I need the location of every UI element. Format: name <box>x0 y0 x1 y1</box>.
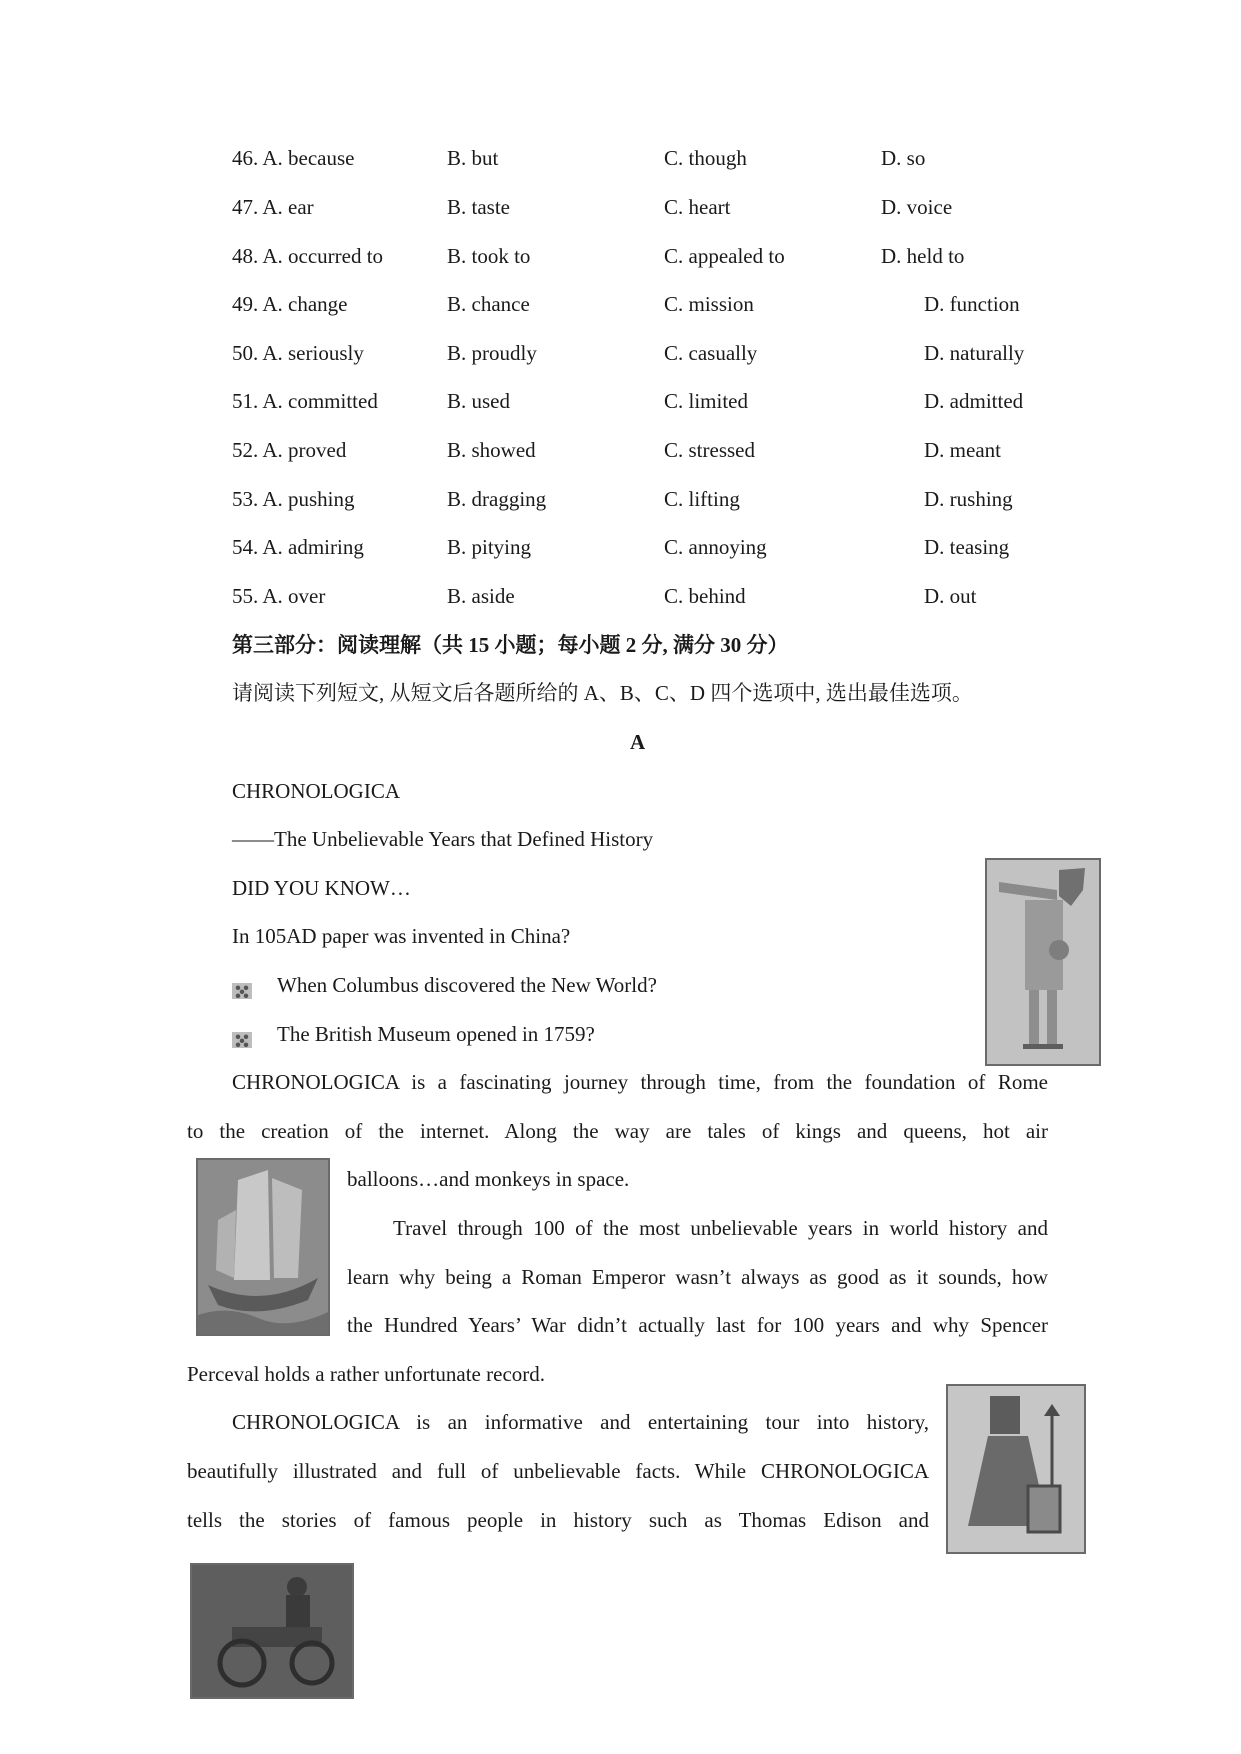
option-b: B. dragging <box>447 487 547 511</box>
option-row-52 <box>0 437 1241 463</box>
fact-item: In 105AD paper was invented in China? <box>232 924 571 948</box>
section-instruction: 请阅读下列短文, 从短文后各题所给的 A、B、C、D 四个选项中, 选出最佳选项。 <box>232 681 973 705</box>
sailing-ship-illustration <box>196 1158 330 1336</box>
option-c: C. though <box>664 146 747 170</box>
option-c: C. appealed to <box>664 244 785 268</box>
option-b: B. but <box>447 146 499 170</box>
passage-title: CHRONOLOGICA <box>232 779 400 803</box>
option-b: B. taste <box>447 195 510 219</box>
option-b: B. aside <box>447 584 515 608</box>
option-c: C. mission <box>664 292 754 316</box>
knight-illustration <box>946 1384 1086 1554</box>
option-b: B. proudly <box>447 341 537 365</box>
paragraph-line: CHRONOLOGICA is an informative and entertaining tour into history, <box>232 1410 929 1434</box>
option-c: C. annoying <box>664 535 767 559</box>
did-you-know: DID YOU KNOW… <box>232 876 411 900</box>
option-c: C. casually <box>664 341 758 365</box>
option-a: 51. A. committed <box>232 389 378 413</box>
option-d: D. naturally <box>924 341 1025 365</box>
passage-label: A <box>630 730 646 754</box>
option-d: D. voice <box>881 195 953 219</box>
option-row-55 <box>0 583 1241 609</box>
option-row-50 <box>0 340 1241 366</box>
bullet-icon <box>232 1032 252 1048</box>
option-b: B. used <box>447 389 510 413</box>
option-row-54 <box>0 534 1241 560</box>
option-a: 52. A. proved <box>232 438 347 462</box>
option-row-46 <box>0 145 1241 171</box>
paragraph-line: Perceval holds a rather unfortunate record. <box>187 1362 546 1386</box>
fact-item: The British Museum opened in 1759? <box>277 1022 595 1046</box>
option-d: D. so <box>881 146 926 170</box>
option-d: D. admitted <box>924 389 1024 413</box>
option-row-48 <box>0 243 1241 269</box>
option-d: D. rushing <box>924 487 1013 511</box>
option-row-53 <box>0 486 1241 512</box>
option-a: 47. A. ear <box>232 195 314 219</box>
option-a: 53. A. pushing <box>232 487 355 511</box>
option-d: D. teasing <box>924 535 1010 559</box>
option-c: C. behind <box>664 584 746 608</box>
paragraph-line: the Hundred Years’ War didn’t actually last for 100 years and why Spencer <box>347 1313 1048 1337</box>
option-d: D. out <box>924 584 977 608</box>
early-car-illustration <box>190 1563 354 1699</box>
option-a: 49. A. change <box>232 292 348 316</box>
option-c: C. limited <box>664 389 748 413</box>
option-b: B. took to <box>447 244 531 268</box>
option-a: 46. A. because <box>232 146 355 170</box>
option-row-51 <box>0 388 1241 414</box>
option-a: 50. A. seriously <box>232 341 364 365</box>
section-heading: 第三部分：阅读理解（共 15 小题；每小题 2 分, 满分 30 分） <box>232 633 789 657</box>
option-row-47 <box>0 194 1241 220</box>
paragraph-line: balloons…and monkeys in space. <box>347 1167 630 1191</box>
option-a: 48. A. occurred to <box>232 244 384 268</box>
passage-subtitle: ——The Unbelievable Years that Defined History <box>232 827 654 851</box>
telescope-man-illustration <box>985 858 1101 1066</box>
paragraph-line: Travel through 100 of the most unbelievable years in world history and <box>393 1216 1048 1240</box>
option-d: D. meant <box>924 438 1001 462</box>
option-d: D. held to <box>881 244 965 268</box>
option-c: C. heart <box>664 195 731 219</box>
paragraph-line: to the creation of the internet. Along the way are tales of kings and queens, hot air <box>187 1119 1048 1143</box>
fact-item: When Columbus discovered the New World? <box>277 973 657 997</box>
paragraph-line: learn why being a Roman Emperor wasn’t always as good as it sounds, how <box>347 1265 1048 1289</box>
option-d: D. function <box>924 292 1020 316</box>
bullet-icon <box>232 983 252 999</box>
paragraph-line: tells the stories of famous people in history such as Thomas Edison and <box>187 1508 929 1532</box>
option-b: B. pitying <box>447 535 532 559</box>
option-c: C. stressed <box>664 438 755 462</box>
paragraph-line: CHRONOLOGICA is a fascinating journey through time, from the foundation of Rome <box>232 1070 1048 1094</box>
option-row-49 <box>0 291 1241 317</box>
paragraph-line: beautifully illustrated and full of unbelievable facts. While CHRONOLOGICA <box>187 1459 929 1483</box>
option-b: B. chance <box>447 292 530 316</box>
option-c: C. lifting <box>664 487 740 511</box>
option-b: B. showed <box>447 438 536 462</box>
option-a: 55. A. over <box>232 584 326 608</box>
option-a: 54. A. admiring <box>232 535 364 559</box>
